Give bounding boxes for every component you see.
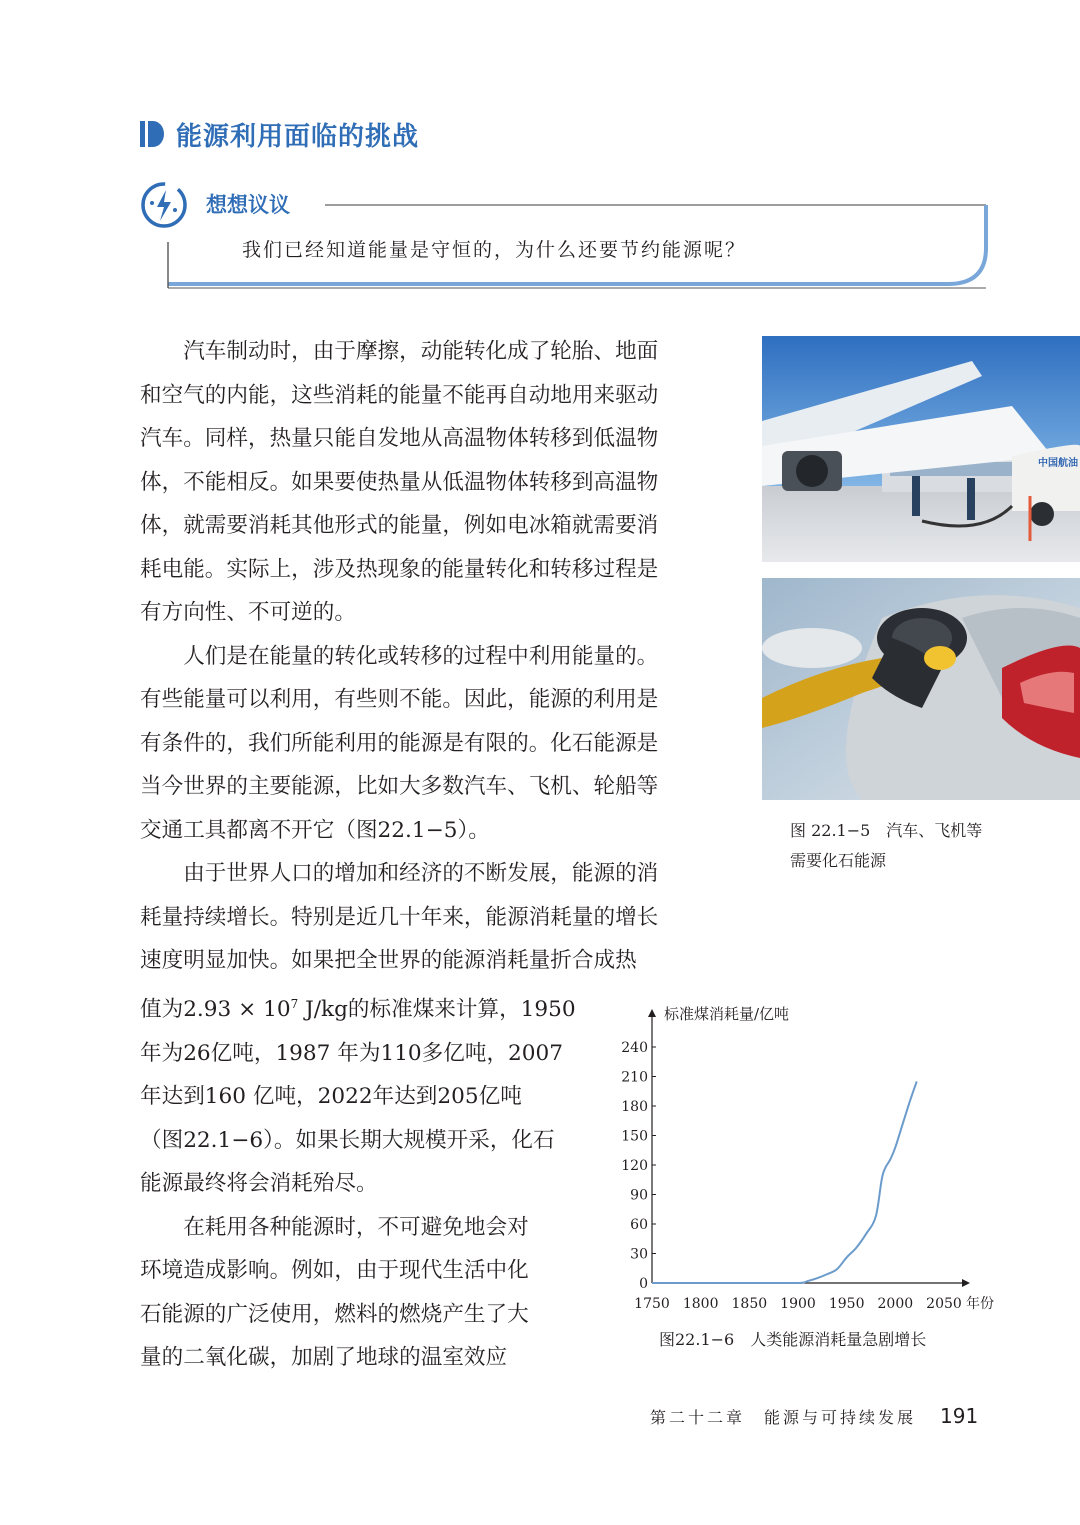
- body-line: 量的二氧化碳，加剧了地球的温室效应: [140, 1345, 508, 1371]
- body-line: 当今世界的主要能源，比如大多数汽车、飞机、轮船等: [140, 774, 659, 799]
- y-tick-label: 180: [621, 1099, 648, 1115]
- series-line: [652, 1081, 917, 1283]
- think-box-label: 想想议议: [206, 193, 290, 217]
- y-tick-label: 30: [630, 1246, 648, 1263]
- x-axis-arrow-icon: [962, 1279, 970, 1287]
- chart-ticks: [621, 1040, 962, 1312]
- y-tick-label: 0: [639, 1276, 648, 1292]
- body-line: 石能源的广泛使用，燃料的燃烧产生了大: [140, 1301, 529, 1327]
- x-tick-label: 1800: [682, 1296, 719, 1312]
- body-line-with-exponent: [140, 983, 600, 1032]
- x-tick-label: 2000: [877, 1296, 914, 1312]
- y-tick-label: 60: [630, 1217, 648, 1233]
- body-line: 体，就需要消耗其他形式的能量，例如电冰箱就需要消: [140, 513, 659, 538]
- chapter-title: 第二十二章 能源与可持续发展: [650, 1408, 917, 1427]
- body-text-main: [140, 330, 740, 983]
- car-refueling-photo: [762, 578, 1080, 800]
- fuel-truck-sign: 中国航油: [1038, 458, 1078, 469]
- value-exponent: 7: [290, 997, 299, 1011]
- lightning-idea-icon: [140, 181, 188, 229]
- think-discuss-box: [140, 178, 990, 294]
- caption-line: 需要化石能源: [790, 851, 887, 870]
- body-line: 有条件的，我们所能利用的能源是有限的。化石能源是: [140, 730, 659, 756]
- body-line: 能源最终将会消耗殆尽。: [140, 1171, 378, 1197]
- body-line: 人们是在能量的转化或转移的过程中利用能量的。: [140, 643, 659, 669]
- y-axis-label: 标准煤消耗量/亿吨: [664, 1005, 790, 1023]
- section-heading: [140, 112, 419, 156]
- body-text-narrow: [140, 983, 600, 1380]
- y-axis-arrow-icon: [648, 1009, 656, 1017]
- caption-line: 图 22.1−5 汽车、飞机等: [790, 821, 983, 840]
- body-line: 年达到160 亿吨，2022年达到205亿吨: [140, 1084, 522, 1110]
- x-axis-label: 年份: [966, 1296, 994, 1312]
- body-line: 耗量持续增长。特别是近几十年来，能源消耗量的增长: [140, 904, 659, 930]
- x-tick-label: 1950: [828, 1296, 865, 1312]
- photo-caption: [790, 816, 982, 876]
- section-title: 能源利用面临的挑战: [176, 121, 420, 152]
- body-line: 由于世界人口的增加和经济的不断发展，能源的消: [140, 861, 659, 886]
- x-tick-label: 2050: [926, 1296, 962, 1312]
- x-tick-label: 1900: [780, 1296, 816, 1312]
- chart-svg: [600, 995, 1000, 1355]
- chart-axes: [648, 1009, 970, 1287]
- body-line: 耗电能。实际上，涉及热现象的能量转化和转移过程是: [140, 556, 659, 582]
- page-number: 191: [940, 1404, 979, 1428]
- body-line: 体，不能相反。如果要使热量从低温物体转移到高温物: [140, 469, 659, 495]
- y-tick-label: 210: [621, 1069, 648, 1086]
- body-line: 和空气的内能，这些消耗的能量不能再自动地用来驱动: [140, 382, 659, 408]
- x-tick-label: 1750: [634, 1296, 670, 1312]
- body-line: 有些能量可以利用，有些则不能。因此，能源的利用是: [140, 687, 659, 712]
- value-text-after: J/kg的标准煤来计算，1950: [298, 997, 576, 1023]
- y-tick-label: 120: [621, 1158, 648, 1174]
- section-marker-icon: [140, 121, 164, 147]
- airplane-refueling-photo: [762, 336, 1080, 562]
- body-line: （图22.1−6）。如果长期大规模开采，化石: [140, 1127, 555, 1153]
- body-line: 汽车制动时，由于摩擦，动能转化成了轮胎、地面: [140, 339, 659, 364]
- body-line: 年为26亿吨，1987 年为110多亿吨，2007: [140, 1040, 563, 1066]
- chart-caption: 图22.1−6 人类能源消耗量急剧增长: [659, 1330, 927, 1349]
- page-footer: [650, 1404, 978, 1428]
- value-text-before: 值为2.93 × 10: [140, 997, 291, 1023]
- body-line: 有方向性、不可逆的。: [140, 600, 356, 625]
- energy-consumption-chart: [600, 995, 1000, 1355]
- x-tick-label: 1850: [731, 1296, 768, 1312]
- body-line: 环境造成影响。例如，由于现代生活中化: [140, 1258, 529, 1284]
- body-line: 速度明显加快。如果把全世界的能源消耗量折合成热: [140, 948, 637, 973]
- y-tick-label: 150: [621, 1128, 648, 1145]
- body-line: 在耗用各种能源时，不可避免地会对: [140, 1214, 529, 1240]
- body-line: 交通工具都离不开它（图22.1−5）。: [140, 817, 490, 843]
- think-box-question: 我们已经知道能量是守恒的，为什么还要节约能源呢？: [242, 239, 747, 261]
- y-tick-label: 90: [630, 1187, 648, 1204]
- y-tick-label: 240: [621, 1040, 648, 1056]
- body-line: 汽车。同样，热量只能自发地从高温物体转移到低温物: [140, 426, 659, 451]
